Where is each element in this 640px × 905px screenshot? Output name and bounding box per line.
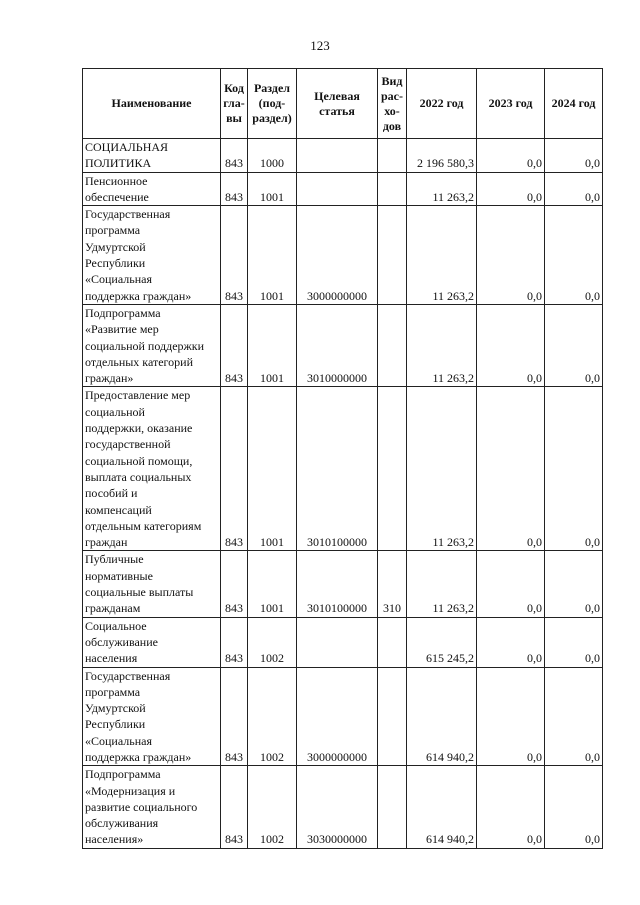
cell-expense-type (378, 667, 407, 766)
cell-2024: 0,0 (545, 304, 603, 386)
cell-section: 1002 (248, 766, 297, 848)
cell-chapter-code: 843 (221, 304, 248, 386)
cell-expense-type (378, 139, 407, 173)
cell-2022: 2 196 580,3 (407, 139, 477, 173)
cell-2022: 11 263,2 (407, 172, 477, 206)
header-target-article: Целевая статья (297, 69, 378, 139)
cell-2024: 0,0 (545, 206, 603, 305)
cell-2023: 0,0 (477, 667, 545, 766)
cell-section: 1002 (248, 667, 297, 766)
table-row (83, 206, 603, 305)
cell-2024: 0,0 (545, 551, 603, 617)
cell-2022: 615 245,2 (407, 617, 477, 667)
table-row (83, 617, 603, 667)
cell-2023: 0,0 (477, 617, 545, 667)
cell-2024: 0,0 (545, 387, 603, 551)
cell-2023: 0,0 (477, 304, 545, 386)
cell-2022: 11 263,2 (407, 387, 477, 551)
cell-section: 1002 (248, 617, 297, 667)
cell-section: 1001 (248, 206, 297, 305)
cell-2022: 614 940,2 (407, 667, 477, 766)
table-row (83, 667, 603, 766)
cell-target-article: 3000000000 (297, 206, 378, 305)
cell-2022: 11 263,2 (407, 206, 477, 305)
cell-2024: 0,0 (545, 172, 603, 206)
cell-section: 1001 (248, 551, 297, 617)
cell-name: Государственная программа Удмуртской Республики «Социальная поддержка граждан» (83, 667, 221, 766)
cell-expense-type (378, 206, 407, 305)
cell-chapter-code: 843 (221, 617, 248, 667)
cell-target-article: 3030000000 (297, 766, 378, 848)
cell-section: 1000 (248, 139, 297, 173)
cell-name: Подпрограмма «Модернизация и развитие социального обслуживания населения» (83, 766, 221, 848)
cell-target-article: 3000000000 (297, 667, 378, 766)
table-row (83, 304, 603, 386)
table-row (83, 551, 603, 617)
cell-2023: 0,0 (477, 172, 545, 206)
cell-2024: 0,0 (545, 617, 603, 667)
cell-expense-type (378, 172, 407, 206)
page-number: 123 (310, 38, 330, 53)
cell-2023: 0,0 (477, 551, 545, 617)
cell-2022: 11 263,2 (407, 304, 477, 386)
cell-name: СОЦИАЛЬНАЯ ПОЛИТИКА (83, 139, 221, 173)
cell-expense-type: 310 (378, 551, 407, 617)
cell-expense-type (378, 617, 407, 667)
cell-2024: 0,0 (545, 667, 603, 766)
cell-expense-type (378, 387, 407, 551)
cell-section: 1001 (248, 304, 297, 386)
cell-chapter-code: 843 (221, 766, 248, 848)
cell-target-article: 3010100000 (297, 387, 378, 551)
table-row (83, 139, 603, 173)
cell-target-article (297, 172, 378, 206)
cell-2023: 0,0 (477, 139, 545, 173)
cell-2022: 11 263,2 (407, 551, 477, 617)
header-expense-type: Вид рас-хо-дов (378, 69, 407, 139)
budget-table (82, 68, 603, 849)
cell-target-article: 3010000000 (297, 304, 378, 386)
cell-target-article (297, 617, 378, 667)
table-row (83, 172, 603, 206)
cell-chapter-code: 843 (221, 387, 248, 551)
cell-chapter-code: 843 (221, 551, 248, 617)
cell-section: 1001 (248, 387, 297, 551)
cell-chapter-code: 843 (221, 667, 248, 766)
cell-target-article: 3010100000 (297, 551, 378, 617)
cell-2023: 0,0 (477, 206, 545, 305)
header-year-2023: 2023 год (477, 69, 545, 139)
cell-section: 1001 (248, 172, 297, 206)
cell-target-article (297, 139, 378, 173)
cell-2024: 0,0 (545, 139, 603, 173)
table-row (83, 766, 603, 848)
cell-chapter-code: 843 (221, 206, 248, 305)
header-chapter-code: Код гла-вы (221, 69, 248, 139)
header-section: Раздел (под-раздел) (248, 69, 297, 139)
cell-name: Государственная программа Удмуртской Республики «Социальная поддержка граждан» (83, 206, 221, 305)
cell-name: Предоставление мер социальной поддержки, оказание государственной социальной помощи, выплата социальных пособий и компенсаций отдельным категориям граждан (83, 387, 221, 551)
cell-name: Подпрограмма «Развитие мер социальной поддержки отдельных категорий граждан» (83, 304, 221, 386)
cell-name: Публичные нормативные социальные выплаты гражданам (83, 551, 221, 617)
cell-2022: 614 940,2 (407, 766, 477, 848)
table-header-row (83, 69, 603, 139)
cell-name: Социальное обслуживание населения (83, 617, 221, 667)
header-year-2022: 2022 год (407, 69, 477, 139)
cell-chapter-code: 843 (221, 172, 248, 206)
cell-2024: 0,0 (545, 766, 603, 848)
table-row (83, 387, 603, 551)
header-year-2024: 2024 год (545, 69, 603, 139)
header-name: Наименование (83, 69, 221, 139)
cell-chapter-code: 843 (221, 139, 248, 173)
cell-expense-type (378, 304, 407, 386)
cell-2023: 0,0 (477, 766, 545, 848)
cell-name: Пенсионное обеспечение (83, 172, 221, 206)
cell-2023: 0,0 (477, 387, 545, 551)
cell-expense-type (378, 766, 407, 848)
